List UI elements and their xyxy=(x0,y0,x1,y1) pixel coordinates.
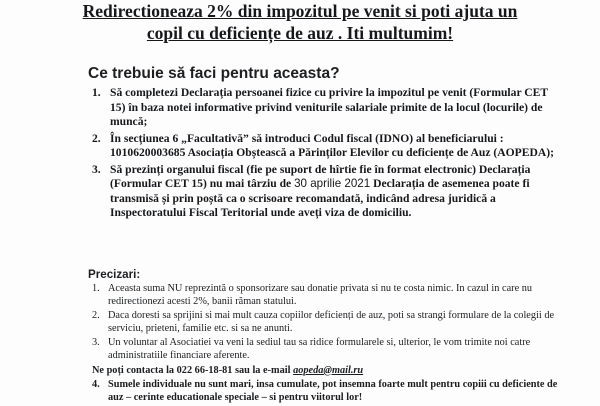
step-text-before-date: Să prezinți organului fiscal (fie pe suport de hîrtie fie în format electronic) Declarația (Formular CET 15) nu mai târziu de xyxy=(110,162,531,190)
step-number: 1. xyxy=(92,86,101,99)
notes-list xyxy=(92,283,562,406)
contact-email-link[interactable]: aopeda@mail.ru xyxy=(293,364,364,376)
notes-heading: Precizari: xyxy=(88,268,141,281)
note-text: Aceasta suma NU reprezintă o sponsorizare sau donatie privata si nu te costa nimic. In cazul in care nu redirectionezi acesti 2%, banii răman statului. xyxy=(108,283,533,307)
note-number: 4. xyxy=(92,379,100,391)
step-text: Să completezi Declarația persoanei fizice cu privire la impozitul pe venit (Formular CET 15) în baza notei informative privind veniturile salariale primite de la locul (locurile) de muncă; xyxy=(110,86,548,128)
step-number: 3. xyxy=(92,162,101,176)
note-number: 2. xyxy=(92,310,100,322)
steps-list xyxy=(92,86,562,223)
title-line-1: Redirectioneaza 2% din impozitul pe venit si poti ajuta un xyxy=(82,1,518,21)
note-number: 3. xyxy=(92,337,100,349)
step-item xyxy=(92,132,562,161)
section-heading: Ce trebuie să faci pentru aceasta? xyxy=(88,65,340,82)
note-item xyxy=(92,283,562,308)
note-text: Un voluntar al Asociatiei va veni la sediul tau sa ridice formularele si, ulterior, le vom trimite noi catre administratiile financiare aferente. xyxy=(108,337,531,361)
deadline-date: 30 aprilie 2021 xyxy=(294,177,371,190)
note-item xyxy=(92,379,562,404)
step-text: În secțiunea 6 „Facultativă” să introduci Codul fiscal (IDNO) al beneficiarului : 1010620003685 Asociația Obștească a Părinților Elevilor cu deficiențe de Auz (AOPEDA); xyxy=(110,131,554,159)
step-number: 2. xyxy=(92,131,101,145)
step-text-after-date: Declarația de asemenea poate fi transmisă și prin poștă ca o scrisoare recomandată, indicând adresa juridică a Inspectoratului Fiscal Teritorial unde aveți viza de domiciliu. xyxy=(110,177,530,219)
note-item xyxy=(92,310,562,335)
step-item xyxy=(92,86,562,130)
note-text: Sumele individuale nu sunt mari, insa cumulate, pot insemna foarte mult pentru copiii cu deficiente de auz – cerinte educationale speciale – si pentru viitorul lor! xyxy=(108,379,558,403)
note-item xyxy=(92,337,562,362)
step-item xyxy=(92,163,562,221)
note-number: 1. xyxy=(92,283,100,294)
contact-line xyxy=(88,365,562,378)
note-text: Daca doresti sa sprijini si mai mult cauza copiilor deficienți de auz, poti sa strangi formulare de la colegii de serviciu, prieteni, familie etc. si sa ne anunti. xyxy=(108,310,555,334)
contact-text: Ne poți contacta la 022 66-18-81 sau la e-mail xyxy=(92,364,291,376)
title-line-2: copil cu deficiențe de auz . Iti multumim! xyxy=(146,23,454,43)
